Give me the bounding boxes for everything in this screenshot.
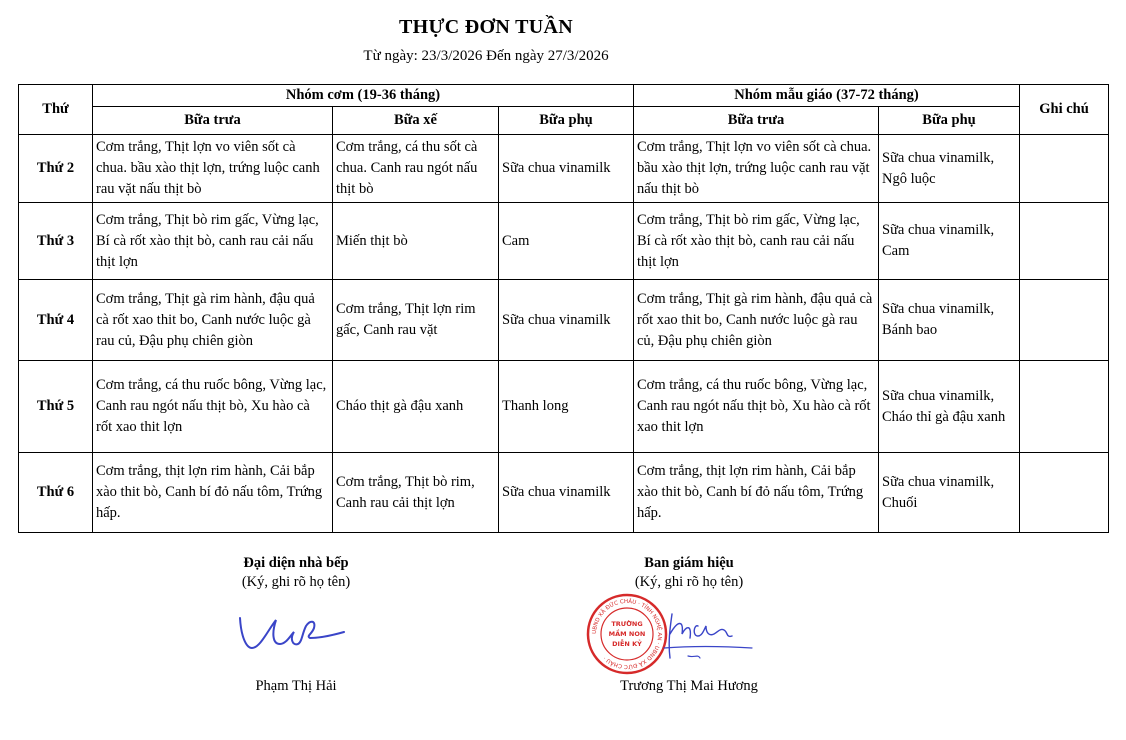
- g1-afternoon-cell: Cơm trắng, cá thu sốt cà chua. Canh rau ngót nấu thịt bò: [333, 135, 499, 203]
- g2-lunch-cell: Cơm trắng, Thịt bò rim gấc, Vừng lạc, Bí cà rốt xào thịt bò, canh rau cải nấu thịt lợn: [634, 203, 879, 280]
- kitchen-signature-title: Đại diện nhà bếp: [243, 555, 349, 571]
- note-cell: [1020, 203, 1109, 280]
- header-group-kindergarten: Nhóm mẫu giáo (37-72 tháng): [634, 85, 1020, 107]
- kitchen-handwritten-signature: [232, 608, 352, 658]
- svg-text:UBND XÃ ĐỨC CHÂU · TỈNH NGHỆ A: UBND XÃ ĐỨC CHÂU · TỈNH NGHỆ AN · UBND XÃ ĐỨC CHÂU ·: [591, 598, 663, 670]
- table-row: [19, 453, 1109, 533]
- g1-afternoon-cell: Miến thịt bò: [333, 203, 499, 280]
- g1-afternoon-cell: Cơm trắng, Thịt bò rim, Canh rau cải thịt lợn: [333, 453, 499, 533]
- day-cell: Thứ 6: [19, 453, 93, 533]
- note-cell: [1020, 280, 1109, 361]
- kitchen-signature-block: [196, 555, 396, 591]
- note-cell: [1020, 135, 1109, 203]
- table-row: [19, 280, 1109, 361]
- board-signature-note: (Ký, ghi rõ họ tên): [634, 574, 744, 590]
- svg-text:DIỄN KỶ: DIỄN KỶ: [612, 640, 642, 648]
- header-g2-snack: Bữa phụ: [879, 107, 1020, 135]
- header-g1-snack: Bữa phụ: [499, 107, 634, 135]
- note-cell: [1020, 453, 1109, 533]
- svg-text:TRƯỜNG: TRƯỜNG: [611, 620, 643, 628]
- g2-snack-cell: Sữa chua vinamilk, Chuối: [879, 453, 1020, 533]
- g2-lunch-cell: Cơm trắng, thịt lợn rim hành, Cải bắp xào thit bò, Canh bí đỏ nấu tôm, Trứng hấp.: [634, 453, 879, 533]
- g1-afternoon-cell: Cháo thịt gà đậu xanh: [333, 361, 499, 453]
- day-cell: Thứ 4: [19, 280, 93, 361]
- day-cell: Thứ 2: [19, 135, 93, 203]
- header-note: Ghi chú: [1020, 85, 1109, 135]
- weekly-menu-table: [18, 84, 1109, 533]
- g1-lunch-cell: Cơm trắng, Thịt gà rim hành, đậu quả cà rốt xao thit bo, Canh nước luộc gà rau củ, Đậu phụ chiên giòn: [93, 280, 333, 361]
- header-g1-lunch: Bữa trưa: [93, 107, 333, 135]
- g1-snack-cell: Sữa chua vinamilk: [499, 453, 634, 533]
- table-row: [19, 361, 1109, 453]
- board-signature-title: Ban giám hiệu: [644, 555, 734, 571]
- note-cell: [1020, 361, 1109, 453]
- g2-snack-cell: Sữa chua vinamilk, Cam: [879, 203, 1020, 280]
- g2-lunch-cell: Cơm trắng, Thịt gà rim hành, đậu quả cà rốt xao thit bo, Canh nước luộc gà rau củ, Đậu phụ chiên giòn: [634, 280, 879, 361]
- g2-snack-cell: Sữa chua vinamilk, Ngô luộc: [879, 135, 1020, 203]
- g1-afternoon-cell: Cơm trắng, Thịt lợn rim gấc, Canh rau vặt: [333, 280, 499, 361]
- kitchen-signature-note: (Ký, ghi rõ họ tên): [241, 574, 351, 590]
- header-group-rice: Nhóm cơm (19-36 tháng): [93, 85, 634, 107]
- g1-snack-cell: Thanh long: [499, 361, 634, 453]
- table-row: [19, 135, 1109, 203]
- svg-text:MẦM NON: MẦM NON: [608, 630, 646, 638]
- g1-snack-cell: Cam: [499, 203, 634, 280]
- g1-lunch-cell: Cơm trắng, Thịt bò rim gấc, Vừng lạc, Bí cà rốt xào thịt bò, canh rau cải nấu thịt lợn: [93, 203, 333, 280]
- page-title: THỰC ĐƠN TUẦN: [399, 16, 573, 38]
- g1-lunch-cell: Cơm trắng, thịt lợn rim hành, Cải bắp xào thit bò, Canh bí đỏ nấu tôm, Trứng hấp.: [93, 453, 333, 533]
- header-g1-afternoon: Bữa xế: [333, 107, 499, 135]
- day-cell: Thứ 3: [19, 203, 93, 280]
- g2-lunch-cell: Cơm trắng, cá thu ruốc bông, Vừng lạc, Canh rau ngót nấu thịt bò, Xu hào cà rốt xao thit lợn: [634, 361, 879, 453]
- g2-lunch-cell: Cơm trắng, Thịt lợn vo viên sốt cà chua. bầu xào thịt lợn, trứng luộc canh rau vặt nấu thịt bò: [634, 135, 879, 203]
- header-day: Thứ: [19, 85, 93, 135]
- g2-snack-cell: Sữa chua vinamilk, Cháo thỉ gà đậu xanh: [879, 361, 1020, 453]
- g1-lunch-cell: Cơm trắng, cá thu ruốc bông, Vừng lạc, Canh rau ngót nấu thịt bò, Xu hào cà rốt xao thit lợn: [93, 361, 333, 453]
- board-handwritten-signature: [640, 612, 760, 664]
- board-signature-block: [589, 555, 789, 591]
- header-g2-lunch: Bữa trưa: [634, 107, 879, 135]
- g2-snack-cell: Sữa chua vinamilk, Bánh bao: [879, 280, 1020, 361]
- date-range: Từ ngày: 23/3/2026 Đến ngày 27/3/2026: [363, 48, 609, 64]
- day-cell: Thứ 5: [19, 361, 93, 453]
- g1-lunch-cell: Cơm trắng, Thịt lợn vo viên sốt cà chua. bầu xào thịt lợn, trứng luộc canh rau vặt nấu thịt bò: [93, 135, 333, 203]
- kitchen-signer-name: Phạm Thị Hải: [255, 678, 337, 694]
- g1-snack-cell: Sữa chua vinamilk: [499, 280, 634, 361]
- g1-snack-cell: Sữa chua vinamilk: [499, 135, 634, 203]
- board-signer-name: Trương Thị Mai Hương: [620, 678, 758, 694]
- table-row: [19, 203, 1109, 280]
